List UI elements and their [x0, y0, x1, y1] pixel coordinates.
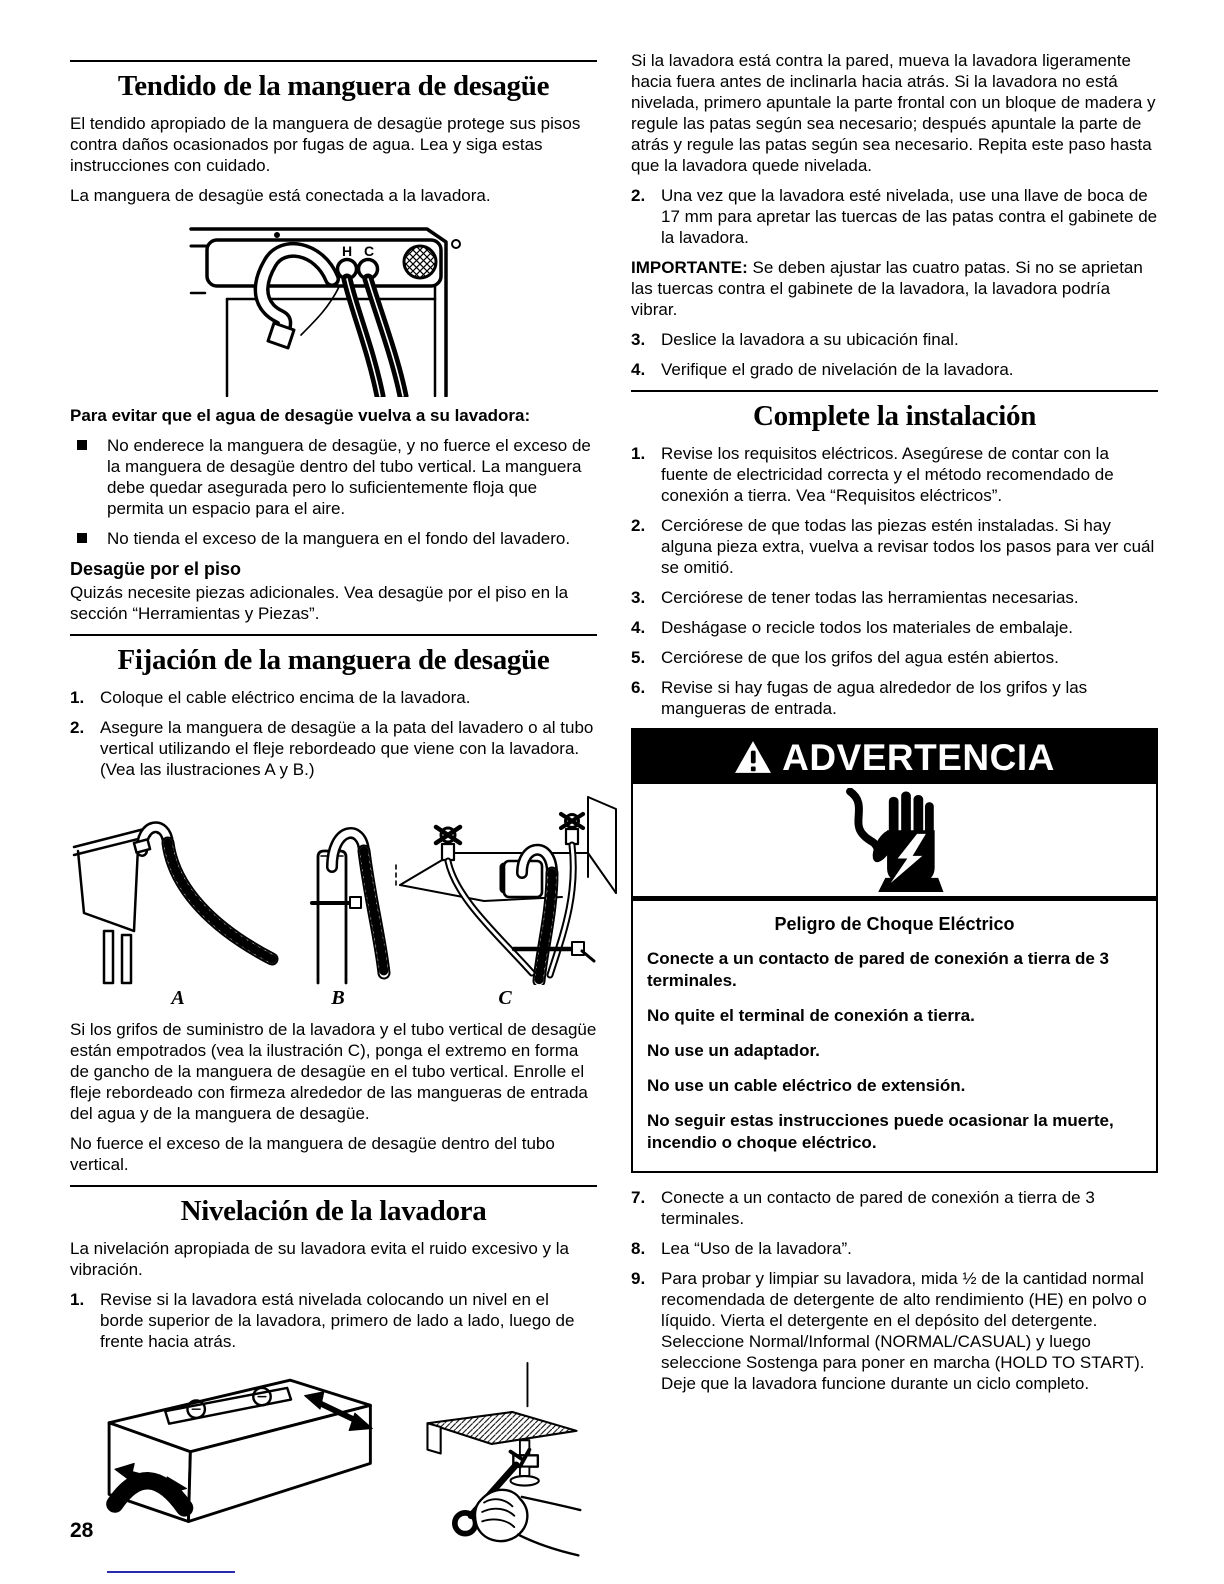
numbered-step — [631, 1238, 1158, 1259]
step-number: 5. — [631, 648, 646, 667]
paragraph-wall-leveling: Si la lavadora está contra la pared, mueva la lavadora ligeramente hacia fuera antes de inclinarla hacia atrás. Si la lavadora no está nivelada, primero apuntale la parte frontal con un bloque de madera y regule las patas según sea necesario; después apuntale la parte de atrás y regule las patas según sea necesario. Repita este paso hasta que la lavadora quede nivelada. — [631, 51, 1156, 175]
numbered-step — [70, 717, 597, 780]
step-text: Lea “Uso de la lavadora”. — [661, 1239, 852, 1258]
warning-icon-panel — [633, 784, 1156, 896]
step-text: Deslice la lavadora a su ubicación final. — [661, 330, 959, 349]
numbered-step — [631, 443, 1158, 506]
numbered-step — [631, 185, 1158, 248]
paragraph-no-force: No fuerce el exceso de la manguera de desagüe dentro del tubo vertical. — [70, 1134, 555, 1174]
footer-blue-line — [107, 1571, 235, 1573]
warning-line: No quite el terminal de conexión a tierra. — [647, 1006, 975, 1025]
bullet-text: No enderece la manguera de desagüe, y no fuerce el exceso de la manguera de desagüe dentro del tubo vertical. La manguera debe quedar asegurada pero lo suficientemente floja que permita un espacio para el aire. — [107, 436, 591, 518]
important-text: Se deben ajustar las cuatro patas. Si no se aprietan las tuercas contra el gabinete de la lavadora, la lavadora podría vibrar. — [631, 258, 1143, 319]
figure-a-laundry-tub — [72, 807, 284, 1009]
numbered-step — [631, 1187, 1158, 1229]
section-title-complete-installation: Complete la instalación — [752, 400, 1037, 432]
square-bullet-icon — [77, 533, 87, 543]
standpipe-hose-illustration — [284, 807, 392, 985]
wrench-leveling-foot-illustration — [418, 1361, 586, 1561]
warning-box — [631, 728, 1158, 1173]
important-label: IMPORTANTE: — [631, 258, 748, 277]
step-text: Una vez que la lavadora esté nivelada, use una llave de boca de 17 mm para apretar las tuercas de las patas contra el gabinete de la lavadora. — [661, 186, 1158, 247]
section-title-hose-attachment: Fijación de la manguera de desagüe — [117, 644, 550, 676]
figure-label-b: B — [331, 987, 345, 1009]
step-number: 4. — [631, 618, 646, 637]
paragraph-important — [631, 257, 1158, 320]
square-bullet-icon — [77, 440, 87, 450]
page-number: 28 — [70, 1519, 94, 1542]
step-number: 9. — [631, 1269, 646, 1288]
warning-triangle-icon — [734, 740, 772, 774]
warning-line: No use un cable eléctrico de extensión. — [647, 1076, 966, 1095]
step-text: Cerciórese de que los grifos del agua estén abiertos. — [661, 648, 1059, 667]
step-number: 2. — [631, 516, 646, 535]
step-text: Cerciórese de tener todas las herramientas necesarias. — [661, 588, 1079, 607]
step-number: 8. — [631, 1239, 646, 1258]
figure-label-c: C — [498, 987, 512, 1009]
paragraph-recessed: Si los grifos de suministro de la lavadora y el tubo vertical de desagüe están empotrados (vea la ilustración C), ponga el extremo en forma de gancho de la manguera de desagüe en el tubo vertical. Enrolle el fleje rebordeado con firmeza alrededor de las mangueras de entrada del agua y de la manguera de desagüe. — [70, 1020, 597, 1123]
step-text: Deshágase o recicle todos los materiales de embalaje. — [661, 618, 1074, 637]
step-text: Revise si la lavadora está nivelada colocando un nivel en el borde superior de la lavadora, primero de lado a lado, luego de frente hacia atrás. — [100, 1290, 575, 1351]
recessed-connection-illustration — [392, 789, 618, 985]
electric-shock-hand-icon — [835, 788, 955, 892]
step-text: Revise los requisitos eléctricos. Asegúrese de contar con la fuente de electricidad correcta y el método recomendado de conexión a tierra. Vea “Requisitos eléctricos”. — [661, 444, 1114, 505]
bullet-item — [70, 528, 597, 549]
numbered-step — [631, 587, 1158, 608]
step-text: Conecte a un contacto de pared de conexión a tierra de 3 terminales. — [661, 1188, 1095, 1228]
section-rule — [70, 1185, 597, 1187]
figure-hose-attachment-abc — [70, 789, 597, 1009]
bullet-item — [70, 435, 597, 519]
paragraph-drain-intro: El tendido apropiado de la manguera de desagüe protege sus pisos contra daños ocasionados por fugas de agua. Lea y siga estas instrucciones con cuidado. — [70, 114, 581, 175]
figure-leveling — [70, 1361, 597, 1561]
step-text: Asegure la manguera de desagüe a la pata del lavadero o al tubo vertical utilizando el fleje rebordeado que viene con la lavadora. (Vea las ilustraciones A y B.) — [100, 718, 594, 779]
numbered-step — [631, 1268, 1158, 1394]
tub-hose-illustration — [72, 807, 284, 985]
numbered-step — [70, 687, 597, 708]
paragraph-leveling-intro: La nivelación apropiada de su lavadora evita el ruido excesivo y la vibración. — [70, 1239, 569, 1279]
numbered-step — [70, 1289, 597, 1352]
step-number: 1. — [631, 444, 646, 463]
subheading-floor-drain: Desagüe por el piso — [70, 559, 242, 579]
step-number: 1. — [70, 1290, 85, 1309]
cold-inlet-label: C — [363, 243, 374, 259]
section-rule — [70, 634, 597, 636]
paragraph-floor-drain: Quizás necesite piezas adicionales. Vea desagüe por el piso en la sección “Herramientas y Piezas”. — [70, 583, 569, 623]
step-text: Revise si hay fugas de agua alrededor de los grifos y las mangueras de entrada. — [661, 678, 1088, 718]
step-text: Para probar y limpiar su lavadora, mida ½ de la cantidad normal recomendada de detergente de alto rendimiento (HE) en polvo o líquido. Vierta el detergente en el depósito del detergente. Seleccione Normal/Informal (NORMAL/CASUAL) y luego seleccione Sostenga para poner en marcha (HOLD TO START). Deje que la lavadora funcione durante un ciclo completo. — [661, 1269, 1147, 1393]
step-number: 3. — [631, 588, 646, 607]
right-column — [631, 50, 1158, 1561]
warning-title: ADVERTENCIA — [782, 736, 1055, 778]
washer-level-illustration — [82, 1361, 382, 1529]
left-column — [70, 50, 597, 1561]
warning-header — [633, 730, 1156, 784]
numbered-step — [631, 647, 1158, 668]
step-text: Cerciórese de que todas las piezas estén instaladas. Si hay alguna pieza extra, vuelva a revisar todos los pasos para ver cuál se omitió. — [661, 516, 1155, 577]
warning-line: Conecte a un contacto de pared de conexión a tierra de 3 terminales. — [647, 949, 1109, 990]
step-number: 1. — [70, 688, 85, 707]
step-number: 7. — [631, 1188, 646, 1207]
hot-inlet-label: H — [341, 243, 352, 259]
step-number: 6. — [631, 678, 646, 697]
figure-label-a: A — [171, 987, 185, 1009]
bullet-text: No tienda el exceso de la manguera en el fondo del lavadero. — [107, 529, 571, 548]
paragraph-avoid-heading: Para evitar que el agua de desagüe vuelva a su lavadora: — [70, 406, 531, 425]
hazard-title: Peligro de Choque Eléctrico — [774, 914, 1015, 934]
numbered-step — [631, 677, 1158, 719]
step-text: Coloque el cable eléctrico encima de la lavadora. — [100, 688, 471, 707]
figure-b-standpipe — [284, 807, 392, 1009]
figure-c-recessed-box — [392, 789, 618, 1009]
figure-drain-hose-connection — [70, 215, 597, 397]
warning-text-panel — [633, 901, 1156, 1171]
numbered-step — [631, 617, 1158, 638]
warning-line: No seguir estas instrucciones puede ocasionar la muerte, incendio o choque eléctrico. — [647, 1111, 1114, 1152]
warning-line: No use un adaptador. — [647, 1041, 820, 1060]
step-number: 3. — [631, 330, 646, 349]
numbered-step — [631, 329, 1158, 350]
numbered-step — [631, 359, 1158, 380]
step-number: 4. — [631, 360, 646, 379]
step-number: 2. — [70, 718, 85, 737]
washer-back-illustration — [189, 215, 479, 397]
numbered-step — [631, 515, 1158, 578]
section-rule — [70, 60, 597, 62]
step-number: 2. — [631, 186, 646, 205]
section-title-leveling: Nivelación de la lavadora — [180, 1195, 487, 1227]
section-title-drain-routing: Tendido de la manguera de desagüe — [117, 70, 550, 102]
section-rule — [631, 390, 1158, 392]
paragraph-hose-connected: La manguera de desagüe está conectada a la lavadora. — [70, 186, 491, 205]
step-text: Verifique el grado de nivelación de la lavadora. — [661, 360, 1014, 379]
